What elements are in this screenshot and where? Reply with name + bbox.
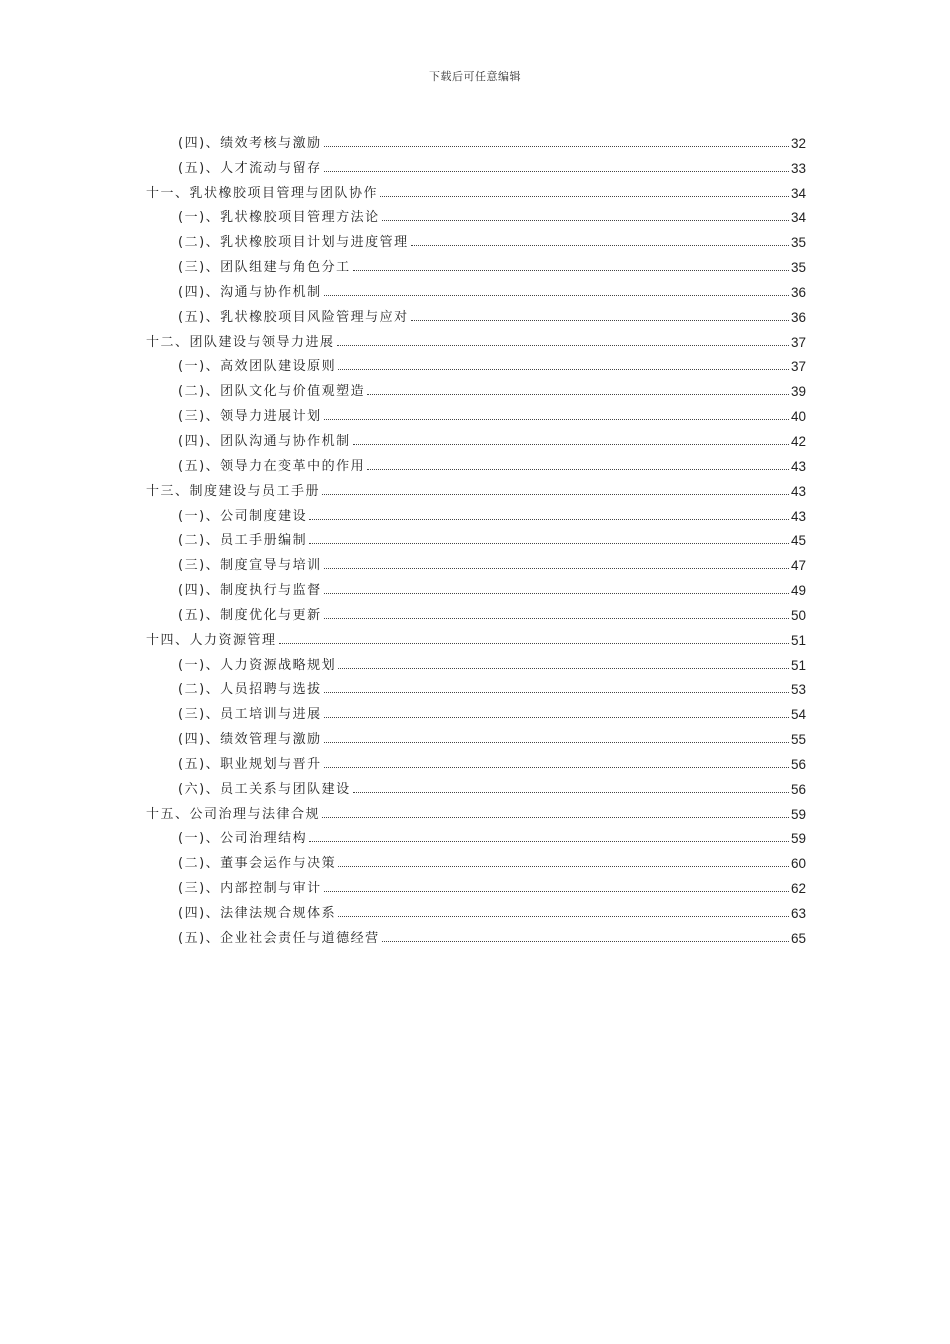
toc-dot-leader xyxy=(324,295,789,296)
toc-page-number: 42 xyxy=(790,433,806,449)
toc-dot-leader xyxy=(353,792,789,793)
toc-section-entry[interactable] xyxy=(146,449,806,474)
toc-page-number: 55 xyxy=(790,732,806,748)
toc-dot-leader xyxy=(353,270,789,271)
toc-dot-leader xyxy=(324,767,789,768)
toc-entry-title: (二)、团队文化与价值观塑造 xyxy=(178,384,366,400)
toc-section-entry[interactable] xyxy=(146,275,806,300)
toc-section-entry[interactable] xyxy=(146,399,806,424)
toc-page-number: 32 xyxy=(790,135,806,151)
toc-entry-title: (二)、人员招聘与选拔 xyxy=(178,682,322,698)
table-of-contents xyxy=(146,126,806,946)
toc-chapter-entry[interactable] xyxy=(146,474,806,499)
toc-dot-leader xyxy=(367,394,789,395)
toc-entry-title: (二)、员工手册编制 xyxy=(178,533,308,549)
toc-page-number: 35 xyxy=(790,235,806,251)
toc-chapter-entry[interactable] xyxy=(146,623,806,648)
toc-entry-title: (五)、职业规划与晋升 xyxy=(178,756,322,772)
toc-dot-leader xyxy=(337,345,789,346)
toc-dot-leader xyxy=(279,643,789,644)
toc-page-number: 34 xyxy=(790,210,806,226)
toc-page-number: 63 xyxy=(790,906,806,921)
toc-entry-title: (三)、员工培训与进展 xyxy=(178,707,322,723)
toc-entry-title: (五)、领导力在变革中的作用 xyxy=(178,458,366,474)
toc-section-entry[interactable] xyxy=(146,772,806,797)
toc-page-number: 43 xyxy=(790,483,806,499)
toc-section-entry[interactable] xyxy=(146,573,806,598)
toc-dot-leader xyxy=(382,220,789,221)
toc-page-number: 56 xyxy=(790,781,806,797)
toc-dot-leader xyxy=(411,245,789,246)
toc-section-entry[interactable] xyxy=(146,524,806,549)
toc-page-number: 56 xyxy=(790,756,806,772)
toc-entry-title: (四)、沟通与协作机制 xyxy=(178,284,322,300)
toc-entry-title: (一)、人力资源战略规划 xyxy=(178,657,337,673)
toc-entry-title: (一)、公司制度建设 xyxy=(178,508,308,524)
toc-entry-title: (四)、制度执行与监督 xyxy=(178,583,322,599)
toc-page-number: 54 xyxy=(790,707,806,723)
toc-page-number: 36 xyxy=(790,284,806,300)
toc-page-number: 59 xyxy=(790,831,806,847)
toc-dot-leader xyxy=(324,717,789,718)
page-header: 下载后可任意编辑 xyxy=(429,70,521,83)
toc-entry-title: (三)、领导力进展计划 xyxy=(178,409,322,425)
toc-entry-title: (一)、公司治理结构 xyxy=(178,831,308,847)
toc-dot-leader xyxy=(324,568,789,569)
toc-dot-leader xyxy=(322,817,789,818)
toc-page-number: 43 xyxy=(790,508,806,524)
toc-section-entry[interactable] xyxy=(146,921,806,946)
toc-section-entry[interactable] xyxy=(146,648,806,673)
toc-dot-leader xyxy=(324,593,789,594)
toc-page-number: 59 xyxy=(790,806,806,822)
toc-dot-leader xyxy=(367,469,789,470)
toc-page-number: 62 xyxy=(790,881,806,897)
toc-dot-leader xyxy=(338,369,789,370)
toc-entry-title: (五)、制度优化与更新 xyxy=(178,607,322,623)
toc-dot-leader xyxy=(309,519,789,520)
toc-dot-leader xyxy=(324,171,789,172)
toc-section-entry[interactable] xyxy=(146,722,806,747)
toc-entry-title: (五)、人才流动与留存 xyxy=(178,160,322,176)
toc-dot-leader xyxy=(322,494,789,495)
toc-page-number: 51 xyxy=(790,632,806,648)
toc-dot-leader xyxy=(324,692,789,693)
toc-page-number: 50 xyxy=(790,607,806,623)
toc-page-number: 39 xyxy=(790,384,806,400)
toc-page-number: 36 xyxy=(790,309,806,325)
toc-entry-title: 十二、团队建设与领导力进展 xyxy=(146,334,335,350)
toc-section-entry[interactable] xyxy=(146,499,806,524)
toc-entry-title: (四)、法律法规合规体系 xyxy=(178,906,337,921)
toc-section-entry[interactable] xyxy=(146,225,806,250)
toc-section-entry[interactable] xyxy=(146,846,806,871)
toc-page-number: 45 xyxy=(790,533,806,549)
toc-section-entry[interactable] xyxy=(146,548,806,573)
toc-dot-leader xyxy=(382,941,789,942)
toc-page-number: 33 xyxy=(790,160,806,176)
toc-dot-leader xyxy=(324,891,789,892)
toc-chapter-entry[interactable] xyxy=(146,797,806,822)
toc-section-entry[interactable] xyxy=(146,822,806,847)
toc-section-entry[interactable] xyxy=(146,424,806,449)
toc-section-entry[interactable] xyxy=(146,673,806,698)
toc-chapter-entry[interactable] xyxy=(146,325,806,350)
toc-section-entry[interactable] xyxy=(146,350,806,375)
toc-entry-title: 十一、乳状橡胶项目管理与团队协作 xyxy=(146,185,379,201)
toc-chapter-entry[interactable] xyxy=(146,176,806,201)
toc-section-entry[interactable] xyxy=(146,747,806,772)
toc-dot-leader xyxy=(338,866,789,867)
toc-dot-leader xyxy=(353,444,789,445)
toc-section-entry[interactable] xyxy=(146,201,806,226)
toc-entry-title: 十五、公司治理与法律合规 xyxy=(146,806,321,822)
toc-section-entry[interactable] xyxy=(146,598,806,623)
toc-section-entry[interactable] xyxy=(146,896,806,921)
toc-page-number: 34 xyxy=(790,185,806,201)
toc-section-entry[interactable] xyxy=(146,250,806,275)
toc-entry-title: (四)、团队沟通与协作机制 xyxy=(178,433,351,449)
toc-entry-title: (三)、内部控制与审计 xyxy=(178,881,322,897)
toc-entry-title: (四)、绩效管理与激励 xyxy=(178,732,322,748)
toc-page-number: 65 xyxy=(790,930,806,946)
toc-dot-leader xyxy=(309,841,789,842)
toc-section-entry[interactable] xyxy=(146,300,806,325)
toc-page-number: 49 xyxy=(790,583,806,599)
toc-page-number: 37 xyxy=(790,359,806,375)
toc-dot-leader xyxy=(380,196,789,197)
toc-section-entry[interactable] xyxy=(146,871,806,896)
toc-entry-title: (二)、乳状橡胶项目计划与进度管理 xyxy=(178,235,409,251)
toc-entry-title: (六)、员工关系与团队建设 xyxy=(178,781,351,797)
toc-entry-title: 十四、人力资源管理 xyxy=(146,632,277,648)
toc-dot-leader xyxy=(324,146,789,147)
toc-entry-title: (五)、乳状橡胶项目风险管理与应对 xyxy=(178,309,409,325)
toc-dot-leader xyxy=(324,419,789,420)
toc-page-number: 40 xyxy=(790,409,806,425)
toc-page-number: 51 xyxy=(790,657,806,673)
toc-page-number: 43 xyxy=(790,458,806,474)
toc-dot-leader xyxy=(324,618,789,619)
toc-entry-title: (三)、团队组建与角色分工 xyxy=(178,260,351,276)
toc-section-entry[interactable] xyxy=(146,374,806,399)
toc-entry-title: (三)、制度宣导与培训 xyxy=(178,558,322,574)
toc-section-entry[interactable] xyxy=(146,697,806,722)
toc-entry-title: (一)、乳状橡胶项目管理方法论 xyxy=(178,210,380,226)
toc-page-number: 47 xyxy=(790,558,806,574)
toc-entry-title: (一)、高效团队建设原则 xyxy=(178,359,337,375)
toc-dot-leader xyxy=(338,916,789,917)
toc-entry-title: 十三、制度建设与员工手册 xyxy=(146,483,321,499)
toc-dot-leader xyxy=(411,320,789,321)
toc-page-number: 53 xyxy=(790,682,806,698)
toc-page-number: 35 xyxy=(790,260,806,276)
toc-section-entry[interactable] xyxy=(146,151,806,176)
toc-dot-leader xyxy=(324,742,789,743)
toc-dot-leader xyxy=(309,543,789,544)
toc-page-number: 60 xyxy=(790,856,806,872)
toc-dot-leader xyxy=(338,668,789,669)
toc-page-number: 37 xyxy=(790,334,806,350)
toc-entry-title: (四)、绩效考核与激励 xyxy=(178,135,322,151)
toc-entry-title: (二)、董事会运作与决策 xyxy=(178,856,337,872)
toc-section-entry[interactable] xyxy=(146,126,806,151)
toc-entry-title: (五)、企业社会责任与道德经营 xyxy=(178,930,380,946)
